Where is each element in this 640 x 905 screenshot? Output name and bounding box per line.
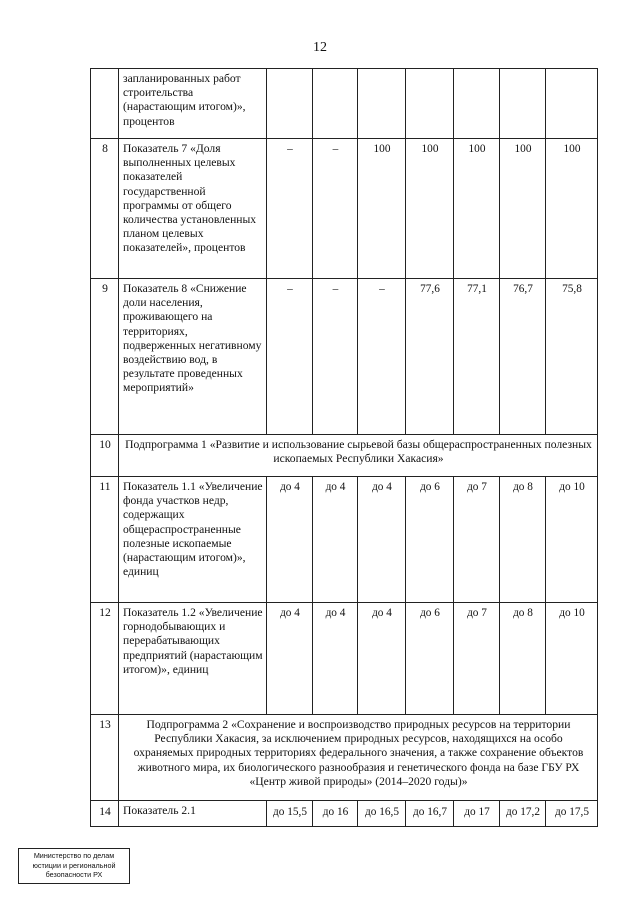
value-cell: до 4: [267, 603, 313, 715]
value-cell: до 6: [406, 477, 454, 603]
value-cell: [267, 69, 313, 139]
value-cell: до 16: [313, 801, 358, 827]
value-cell: [313, 69, 358, 139]
row-number: 11: [91, 477, 119, 603]
value-cell: до 7: [454, 603, 500, 715]
value-cell: 77,6: [406, 279, 454, 435]
table-row: [91, 603, 598, 715]
row-number: 13: [91, 715, 119, 801]
value-cell: до 17: [454, 801, 500, 827]
indicator-name: Показатель 7 «Доля выполненных целевых показателей государственной программы от общего количества установленных планом целевых показателей», процентов: [119, 139, 267, 279]
value-cell: до 17,2: [500, 801, 546, 827]
table-row: [91, 69, 598, 139]
stamp-line: безопасности РХ: [45, 870, 103, 880]
subprogram-title: Подпрограмма 1 «Развитие и использование сырьевой базы общераспространенных полезных ископаемых Республики Хакасия»: [119, 435, 598, 477]
row-number: [91, 69, 119, 139]
value-cell: до 17,5: [546, 801, 598, 827]
value-cell: –: [313, 279, 358, 435]
value-cell: 76,7: [500, 279, 546, 435]
subprogram-row: [91, 435, 598, 477]
value-cell: до 4: [267, 477, 313, 603]
value-cell: 100: [454, 139, 500, 279]
table-row: [91, 801, 598, 827]
value-cell: до 16,5: [358, 801, 406, 827]
value-cell: до 4: [358, 477, 406, 603]
value-cell: 75,8: [546, 279, 598, 435]
row-number: 8: [91, 139, 119, 279]
value-cell: [546, 69, 598, 139]
value-cell: до 4: [358, 603, 406, 715]
value-cell: [500, 69, 546, 139]
subprogram-row: [91, 715, 598, 801]
value-cell: –: [267, 139, 313, 279]
value-cell: до 8: [500, 603, 546, 715]
value-cell: 100: [500, 139, 546, 279]
indicator-name: Показатель 8 «Снижение доли населения, проживающего на территориях, подверженных негативному воздействию вод, в результате проведенных мероприятий»: [119, 279, 267, 435]
row-number: 10: [91, 435, 119, 477]
value-cell: 100: [406, 139, 454, 279]
value-cell: –: [313, 139, 358, 279]
indicator-name: Показатель 2.1: [119, 801, 267, 827]
subprogram-title: Подпрограмма 2 «Сохранение и воспроизводство природных ресурсов на территории Республики Хакасия, за исключением природных ресурсов, находящихся на особо охраняемых природных территориях федерального значения, а также сохранение объектов животного мира, их биологического разнообразия и генетического фонда на базе ГБУ РХ «Центр живой природы» (2014–2020 годы)»: [119, 715, 598, 801]
table-row: [91, 139, 598, 279]
value-cell: до 16,7: [406, 801, 454, 827]
table-row: [91, 477, 598, 603]
value-cell: 100: [358, 139, 406, 279]
value-cell: до 7: [454, 477, 500, 603]
value-cell: до 6: [406, 603, 454, 715]
value-cell: 100: [546, 139, 598, 279]
value-cell: до 15,5: [267, 801, 313, 827]
value-cell: до 8: [500, 477, 546, 603]
indicator-name: запланированных работ строительства (нарастающим итогом)», процентов: [119, 69, 267, 139]
row-number: 9: [91, 279, 119, 435]
indicator-name: Показатель 1.1 «Увеличение фонда участков недр, содержащих общераспространенные полезные ископаемые (нарастающим итогом)», единиц: [119, 477, 267, 603]
table-row: [91, 279, 598, 435]
value-cell: –: [358, 279, 406, 435]
value-cell: [454, 69, 500, 139]
page-number: 12: [313, 40, 327, 55]
value-cell: 77,1: [454, 279, 500, 435]
value-cell: до 4: [313, 477, 358, 603]
value-cell: до 10: [546, 603, 598, 715]
row-number: 12: [91, 603, 119, 715]
value-cell: –: [267, 279, 313, 435]
value-cell: [358, 69, 406, 139]
stamp-line: юстиции и региональной: [32, 860, 116, 870]
value-cell: до 10: [546, 477, 598, 603]
value-cell: [406, 69, 454, 139]
indicators-table: [90, 68, 598, 827]
indicator-name: Показатель 1.2 «Увеличение горнодобывающих и перерабатывающих предприятий (нарастающим итогом)», единиц: [119, 603, 267, 715]
value-cell: до 4: [313, 603, 358, 715]
stamp-line: Министерство по делам: [33, 851, 115, 860]
registration-stamp: [18, 848, 130, 884]
row-number: 14: [91, 801, 119, 827]
